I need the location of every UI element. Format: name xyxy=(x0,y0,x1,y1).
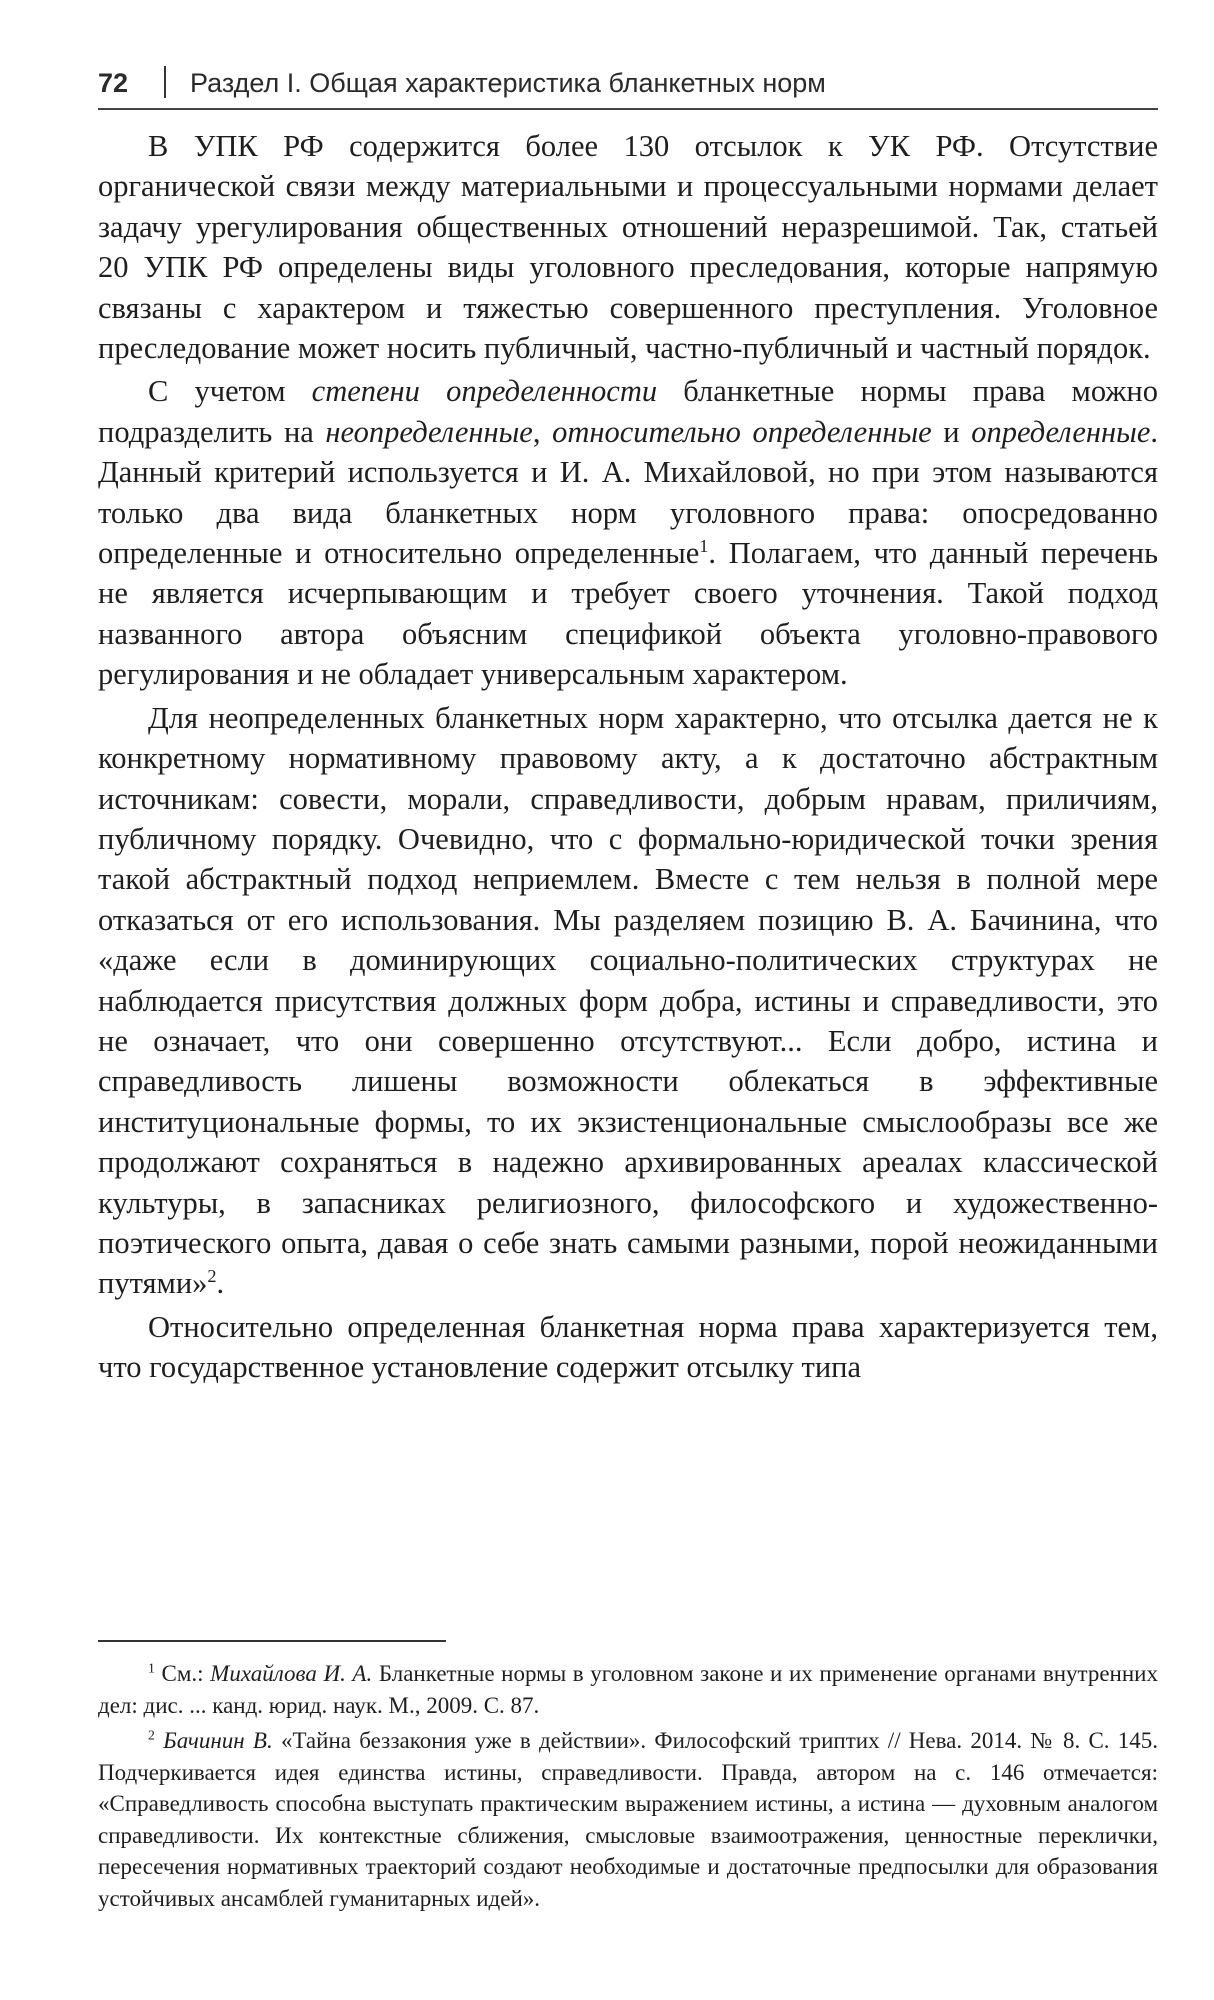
text-span: Для неопределенных бланкетных норм характерно, что отсылка дается не к конкретному нормативному правовому акту, а к достаточно абстрактным источникам: совести, морали, справедливости, добрым нравам, приличиям, публичному порядку. Очевидно, что с формально-юридической точки зрения такой абстрактный подход неприемлем. Вместе с тем нельзя в полной мере отказаться от его использования. Мы разделяем позицию В. А. Бачинина, что «даже если в доминирующих социально-политических структурах не наблюдается присутствия должных форм добра, истины и справедливости, это не означает, что они совершенно отсутствуют... Если добро, истина и справедливость лишены возможности облекаться в эффективные институциональные формы, то их экзистенциональные смыслообразы все же продолжают сохраняться в надежно архивированных ареалах классической культуры, в запасниках религиозного, философского и художественно-поэтического опыта, давая о себе знать самыми разными, порой неожиданными путями» xyxy=(98,700,1158,1301)
page-number: 72 xyxy=(98,68,129,98)
italic-term: определенные xyxy=(971,414,1151,449)
page-header xyxy=(98,62,1158,112)
footnote-ref-1[interactable]: 1 xyxy=(699,535,709,556)
text-span: . xyxy=(216,1266,225,1301)
paragraph-4: Относительно определенная бланкетная норма права характеризуется тем, что государственное установление содержит отсылку типа xyxy=(98,1309,1158,1385)
text-span: См.: xyxy=(161,1661,211,1686)
footnotes xyxy=(98,1658,1158,1918)
footnote-number: 2 xyxy=(148,1727,155,1743)
author-name: Бачинин В. xyxy=(163,1728,273,1753)
text-span: и xyxy=(931,414,972,449)
footnote-2 xyxy=(98,1725,1158,1914)
header-rule xyxy=(98,108,1158,110)
text-span: бланкетные нормы права можно подразделить на xyxy=(98,374,1158,449)
text-span: , xyxy=(532,414,553,449)
running-title: Раздел I. Общая характеристика бланкетных норм xyxy=(190,68,826,98)
text-span: «Тайна беззакония уже в действии». Философский триптих // Нева. 2014. № 8. С. 145. Подчеркивается идея единства истины, справедливости. Правда, автором на с. 146 отмечается: «Справедливость способна выступать практическим выражением истины, а истина — духовным аналогом справедливости. Их контекстные сближения, смысловые взаимоотражения, ценностные переклички, пересечения нормативных траекторий создают необходимые и достаточные предпосылки для образования устойчивых ансамблей гуманитарных идей». xyxy=(98,1728,1159,1911)
text-span: Бланкетные нормы в уголовном законе и их применение органами внутренних дел: дис. ... канд. юрид. наук. М., 2009. С. 87. xyxy=(98,1661,1158,1718)
main-text xyxy=(98,126,1158,1391)
text-span: . Полагаем, что данный перечень не является исчерпывающим и требует своего уточнения. Такой подход названного автора объясним спецификой объекта уголовно-правового регулирования и не обладает универсальным характером. xyxy=(98,536,1159,692)
footnote-ref-2[interactable]: 2 xyxy=(207,1266,217,1287)
italic-term: относительно определенные xyxy=(552,414,932,449)
footnote-rule xyxy=(98,1640,446,1642)
footnote-1 xyxy=(98,1658,1158,1721)
paragraph-1: В УПК РФ содержится более 130 отсылок к УК РФ. Отсутствие органической связи между материальными и процессуальными нормами делает задачу урегулирования общественных отношений неразрешимой. Так, статьей 20 УПК РФ определены виды уголовного преследования, которые напрямую связаны с характером и тяжестью совершенного преступления. Уголовное преследование может носить публичный, частно-публичный и частный порядок. xyxy=(98,129,1158,366)
header-separator xyxy=(164,66,166,98)
text-span: С учетом xyxy=(148,374,312,409)
paragraph-2 xyxy=(98,371,1158,694)
paragraph-3 xyxy=(98,698,1158,1304)
text-span: . Данный критерий используется и И. А. Михайловой, но при этом называются только два вида бланкетных норм уголовного права: опосредованно определенные и относительно определенные xyxy=(98,414,1158,571)
author-name: Михайлова И. А. xyxy=(210,1661,373,1686)
footnote-number: 1 xyxy=(148,1660,155,1676)
italic-term: неопределенные xyxy=(325,414,533,449)
italic-term: степени определенности xyxy=(311,374,658,409)
